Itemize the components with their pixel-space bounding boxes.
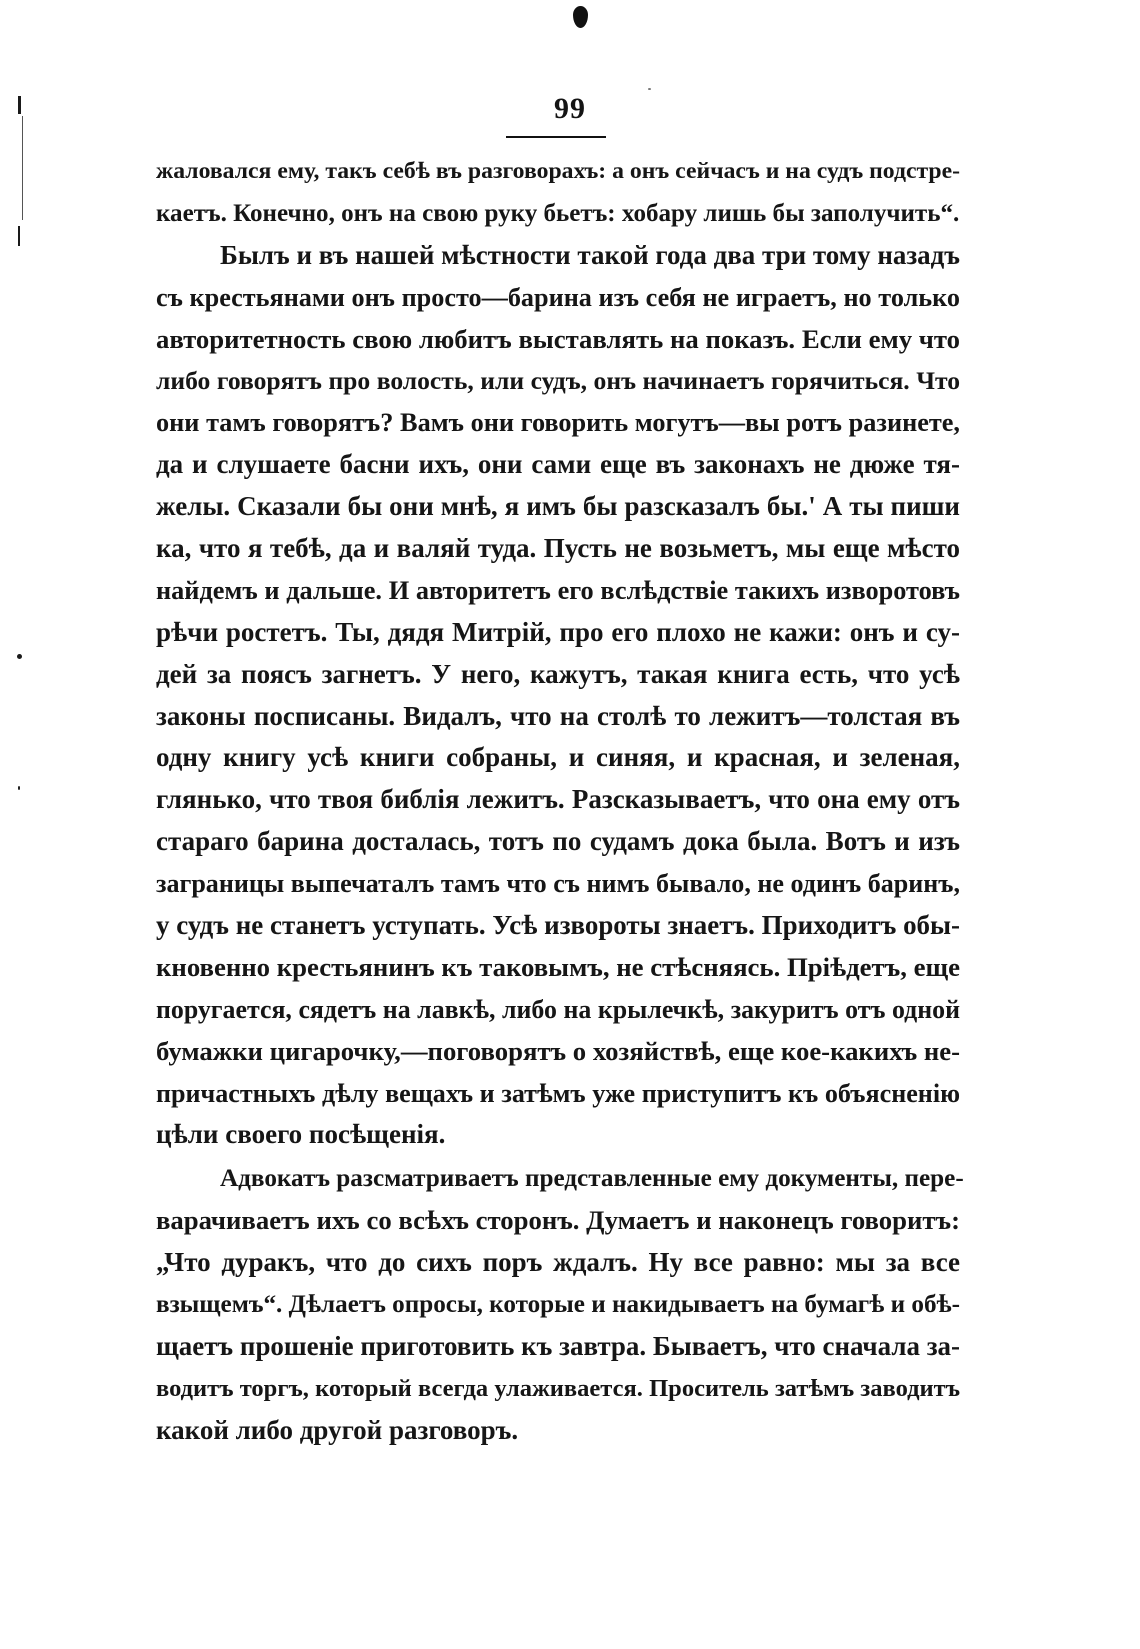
text-line: водитъ торгъ, который всегда улаживается. Проситель затѣмъ заводитъ [156,1374,960,1402]
text-line: цѣли своего посѣщенія. [156,1119,446,1150]
text-line: законы посписаны. Видалъ, что на столѣ то лежитъ—толстая въ [156,700,960,731]
text-line: они тамъ говорятъ? Вамъ они говорить могутъ—вы ротъ разинете, [156,408,960,438]
scan-edge-line [22,116,23,220]
text-line: либо говорятъ про волость, или судъ, онъ начинаетъ горячиться. Что [156,366,960,396]
text-line: заграницы выпечаталъ тамъ что съ нимъ бывало, не одинъ баринъ, [156,869,960,899]
text-line: найдемъ и дальше. И авторитетъ его вслѣдствіе такихъ изворотовъ [156,575,960,605]
scan-edge-mark [18,226,20,246]
text-line: желы. Сказали бы они мнѣ, я имъ бы разсказалъ бы.' А ты пиши [156,491,960,522]
page-number-rule [506,136,606,138]
scan-edge-mark [18,96,21,114]
text-line: кновенно крестьянинъ къ таковымъ, не стѣсняясь. Пріѣдетъ, еще [156,951,960,982]
scan-speck [17,654,22,659]
text-line: поругается, сядетъ на лавкѣ, либо на крылечкѣ, закуритъ отъ одной [156,994,960,1024]
text-line: варачиваетъ ихъ со всѣхъ сторонъ. Думаетъ и наконецъ говоритъ: [156,1205,960,1236]
text-line: бумажки цигарочку,—поговорятъ о хозяйствѣ, еще кое-какихъ не- [156,1035,960,1066]
scan-speck [18,786,20,790]
text-line: да и слушаете басни ихъ, они сами еще въ законахъ не дюже тя- [156,449,960,480]
text-line: жаловался ему, такъ себѣ въ разговорахъ: а онъ сейчасъ и на судъ подстре- [156,158,961,184]
text-line: съ крестьянами онъ просто—барина изъ себя не играетъ, но только [156,282,960,312]
text-line: рѣчи ростетъ. Ты, дядя Митрій, про его плохо не кажи: онъ и су- [156,616,960,647]
body-text [156,151,964,1452]
ink-drop-mark [573,6,588,28]
text-line: Былъ и въ нашей мѣстности такой года два три тому назадъ [220,239,960,270]
text-line: одну книгу усѣ книги собраны, и синяя, и красная, и зеленая, [156,742,960,773]
text-line: дей за поясъ загнетъ. У него, кажутъ, такая книга есть, что усѣ [156,658,960,689]
text-line: каетъ. Конечно, онъ на свою руку бьетъ: хобару лишь бы заполучить“. [156,199,960,227]
text-line: щаетъ прошеніе приготовить къ завтра. Бываетъ, что сначала за- [156,1330,960,1361]
page-number: 99 [554,92,586,125]
text-line: причастныхъ дѣлу вещахъ и затѣмъ уже приступитъ къ объясненію [156,1078,960,1108]
text-line: стараго барина досталась, тотъ по судамъ дока была. Вотъ и изъ [156,826,960,857]
text-line: ка, что я тебѣ, да и валяй туда. Пусть не возьметъ, мы еще мѣсто [156,533,960,564]
text-line: взыщемъ“. Дѣлаетъ опросы, которые и накидываетъ на бумагѣ и обѣ- [156,1291,960,1319]
text-line: авторитетность свою любитъ выставлять на показъ. Если ему что [156,323,960,354]
scan-speck [648,88,651,90]
text-line: „Что дуракъ, что до сихъ поръ ждалъ. Ну все равно: мы за все [156,1247,960,1278]
text-line: у судъ не станетъ уступать. Усѣ извороты знаетъ. Приходитъ обы- [156,910,960,941]
text-line: какой либо другой разговоръ. [156,1414,519,1445]
text-line: глянько, что твоя библія лежитъ. Разсказываетъ, что она ему отъ [156,784,960,815]
text-line: Адвокатъ разсматриваетъ представленные ему документы, пере- [220,1165,964,1193]
